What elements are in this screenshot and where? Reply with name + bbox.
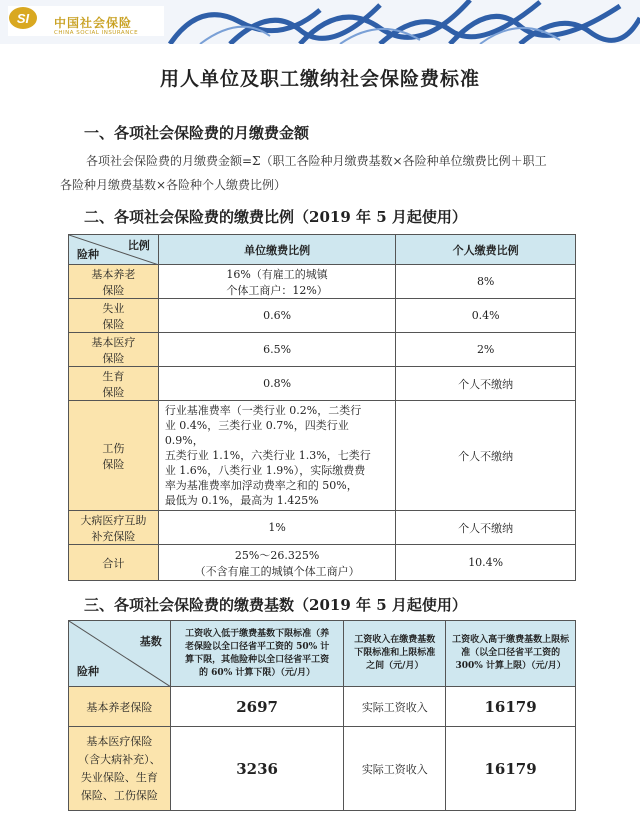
section3-heading: 三、各项社会保险费的缴费基数（2019 年 5 月起使用） xyxy=(84,596,467,614)
formula-line1: 各项社会保险费的月缴费金额=Σ（职工各险种月缴费基数×各险种单位缴费比例＋职工 xyxy=(86,154,547,168)
diag-bottom-label: 险种 xyxy=(77,248,99,261)
rate-table xyxy=(68,234,576,581)
base-low: 3236 xyxy=(170,727,344,811)
table-row xyxy=(69,727,576,811)
formula-line2: 各险种月缴费基数×各险种个人缴费比例） xyxy=(60,178,287,192)
logo xyxy=(8,6,164,36)
col-mid-header: 工资收入在缴费基数 下限标准和上限标准 之间（元/月） xyxy=(344,621,446,687)
section2-heading: 二、各项社会保险费的缴费比例（2019 年 5 月起使用） xyxy=(84,208,467,226)
base-high: 16179 xyxy=(446,687,576,727)
row-label: 大病医疗互助 补充保险 xyxy=(69,511,159,545)
diag-top-label: 比例 xyxy=(127,239,150,252)
personal-rate: 个人不缴纳 xyxy=(396,367,576,401)
table-row xyxy=(69,401,576,511)
base-mid: 实际工资收入 xyxy=(344,727,446,811)
base-low: 2697 xyxy=(170,687,344,727)
row-label: 合计 xyxy=(69,545,159,581)
row-label: 基本养老保险 xyxy=(69,687,171,727)
personal-rate: 个人不缴纳 xyxy=(396,511,576,545)
table-row xyxy=(69,265,576,299)
section1-heading: 一、各项社会保险费的月缴费金额 xyxy=(84,124,310,142)
base-mid: 实际工资收入 xyxy=(344,687,446,727)
svg-text:SI: SI xyxy=(16,11,30,26)
unit-rate: 25%～26.325% （不含有雇工的城镇个体工商户） xyxy=(158,545,396,581)
personal-rate: 10.4% xyxy=(396,545,576,581)
unit-rate: 1% xyxy=(158,511,396,545)
row-label: 生育 保险 xyxy=(69,367,159,401)
diag-bottom-label: 险种 xyxy=(77,665,99,678)
personal-rate: 2% xyxy=(396,333,576,367)
diag-top-label: 基数 xyxy=(139,635,162,648)
table-row xyxy=(69,333,576,367)
row-label: 基本医疗保险 （含大病补充）、 失业保险、生育 保险、工伤保险 xyxy=(69,727,171,811)
table-row-total xyxy=(69,545,576,581)
rate-table-diag-header xyxy=(69,235,159,265)
table-row xyxy=(69,299,576,333)
col-personal-header: 个人缴费比例 xyxy=(396,235,576,265)
table-row xyxy=(69,367,576,401)
col-high-header: 工资收入高于缴费基数上限标 准（以全口径省平工资的 300% 计算上限）（元/月） xyxy=(446,621,576,687)
page-title: 用人单位及职工缴纳社会保险费标准 xyxy=(159,68,480,90)
table-row xyxy=(69,687,576,727)
logo-text-en: CHINA SOCIAL INSURANCE xyxy=(54,30,139,36)
personal-rate: 0.4% xyxy=(396,299,576,333)
base-table-diag-header xyxy=(69,621,171,687)
row-label: 失业 保险 xyxy=(69,299,159,333)
unit-rate: 6.5% xyxy=(158,333,396,367)
col-low-header: 工资收入低于缴费基数下限标准（养 老保险以全口径省平工资的 50% 计 算下限，其他险种以全口径省平工资 的 60% 计算下限）（元/月） xyxy=(170,621,344,687)
injury-rate-text: 行业基准费率（一类行业 0.2%，二类行 业 0.4%，三类行业 0.7%，四类行业 0.9%， 五类行业 1.1%，六类行业 1.3%，七类行 业 1.6%，八类行业 1.9%），实际缴费费 率为基准费率加浮动费率之和的 50%， 最低为 0.1%，最高为 1.425% xyxy=(158,401,396,511)
personal-rate: 个人不缴纳 xyxy=(396,401,576,511)
unit-rate: 0.8% xyxy=(158,367,396,401)
row-label: 工伤 保险 xyxy=(69,401,159,511)
personal-rate: 8% xyxy=(396,265,576,299)
base-high: 16179 xyxy=(446,727,576,811)
logo-mark-icon xyxy=(8,6,38,30)
col-unit-header: 单位缴费比例 xyxy=(158,235,396,265)
unit-rate: 0.6% xyxy=(158,299,396,333)
unit-rate: 16%（有雇工的城镇 个体工商户：12%） xyxy=(158,265,396,299)
header-banner xyxy=(0,0,640,44)
table-row xyxy=(69,511,576,545)
base-table xyxy=(68,620,576,811)
logo-text-cn: 中国社会保险 xyxy=(54,16,133,30)
row-label: 基本医疗 保险 xyxy=(69,333,159,367)
row-label: 基本养老 保险 xyxy=(69,265,159,299)
